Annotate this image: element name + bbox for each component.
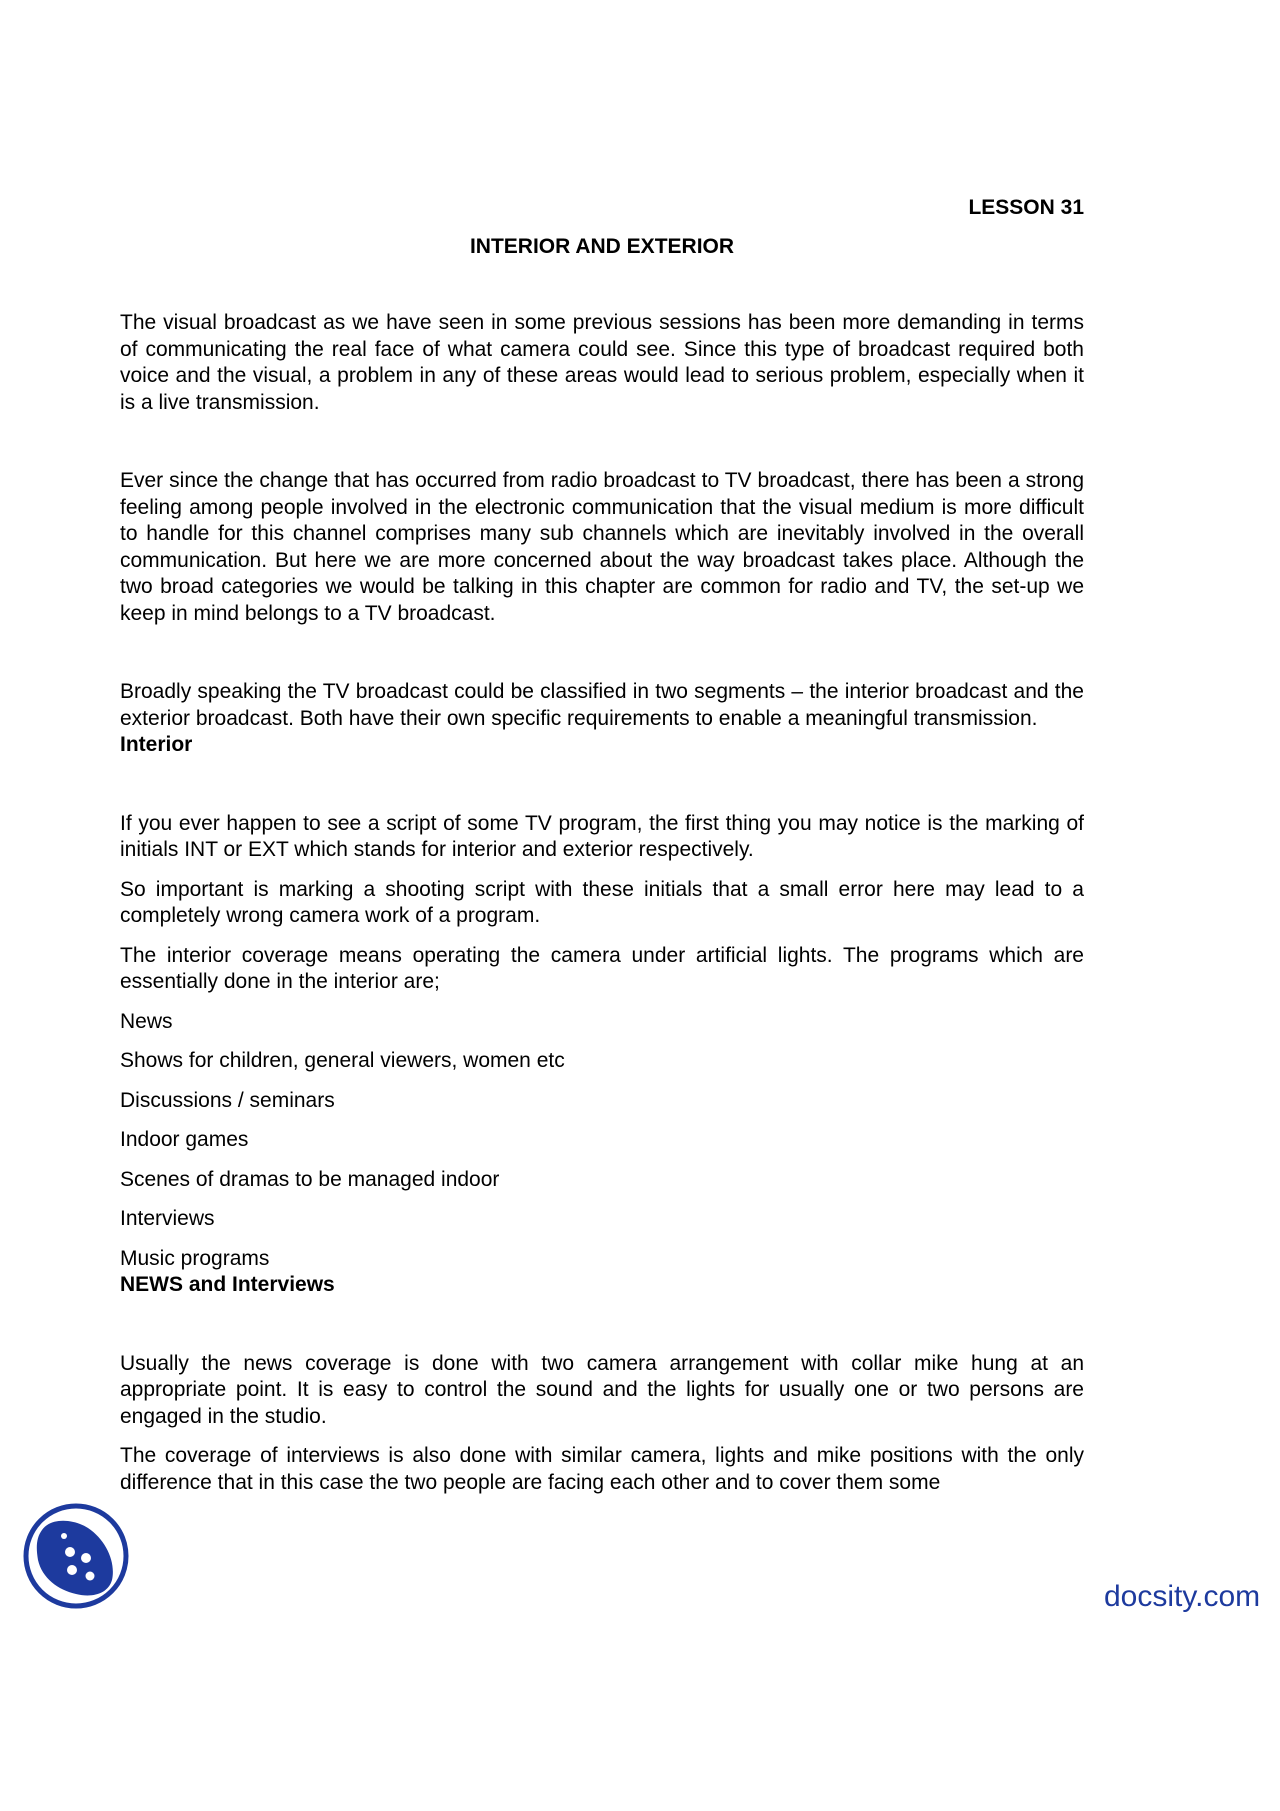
page-title: INTERIOR AND EXTERIOR bbox=[469, 235, 735, 258]
section-heading-interior: Interior bbox=[120, 733, 193, 756]
interior-paragraph: If you ever happen to see a script of some TV program, the first thing you may notice is the marking of initials INT or EXT which stands for interior and exterior respectively. bbox=[120, 811, 1084, 861]
intro-paragraph: Ever since the change that has occurred from radio broadcast to TV broadcast, there has been a strong feeling among people involved in the electronic communication that the visual medium is more difficult to handle for this channel comprises many sub channels which are inevitably involved in the overall communication. But here we are more concerned about the way broadcast takes place. Although the two broad categories we would be talking in this chapter are common for radio and TV, the set-up we keep in mind belongs to a TV broadcast. bbox=[120, 469, 1084, 625]
document-body bbox=[120, 310, 1084, 1496]
news-paragraph: Usually the news coverage is done with two camera arrangement with collar mike hung at an appropriate point. It is easy to control the sound and the lights for usually one or two persons are engaged in the studio. bbox=[120, 1351, 1084, 1428]
section-heading-news: NEWS and Interviews bbox=[120, 1273, 335, 1296]
list-item: Interviews bbox=[120, 1207, 215, 1230]
docsity-brand-link[interactable]: docsity.com bbox=[1104, 1580, 1261, 1613]
list-item: Shows for children, general viewers, women etc bbox=[120, 1049, 565, 1072]
docsity-logo-icon bbox=[20, 1500, 132, 1612]
list-item: Indoor games bbox=[120, 1128, 249, 1151]
interior-paragraph: So important is marking a shooting script with these initials that a small error here may lead to a completely wrong camera work of a program. bbox=[120, 877, 1084, 927]
list-item: Discussions / seminars bbox=[120, 1088, 335, 1112]
news-paragraph: The coverage of interviews is also done with similar camera, lights and mike positions with the only difference that in this case the two people are facing each other and to cover them some bbox=[120, 1444, 1084, 1494]
intro-paragraph: Broadly speaking the TV broadcast could be classified in two segments – the interior broadcast and the exterior broadcast. Both have their own specific requirements to enable a meaningful transmission. bbox=[120, 680, 1084, 730]
list-item: Scenes of dramas to be managed indoor bbox=[120, 1167, 500, 1191]
interior-program-list bbox=[120, 1009, 1084, 1273]
interior-paragraph: The interior coverage means operating the camera under artificial lights. The programs which are essentially done in the interior are; bbox=[120, 943, 1084, 993]
list-item: News bbox=[120, 1009, 173, 1033]
intro-paragraph: The visual broadcast as we have seen in some previous sessions has been more demanding in terms of communicating the real face of what camera could see. Since this type of broadcast required both voice and the visual, a problem in any of these areas would lead to serious problem, especially when it is a live transmission. bbox=[120, 311, 1084, 414]
list-item: Music programs bbox=[120, 1246, 270, 1270]
lesson-number: LESSON 31 bbox=[968, 196, 1084, 219]
